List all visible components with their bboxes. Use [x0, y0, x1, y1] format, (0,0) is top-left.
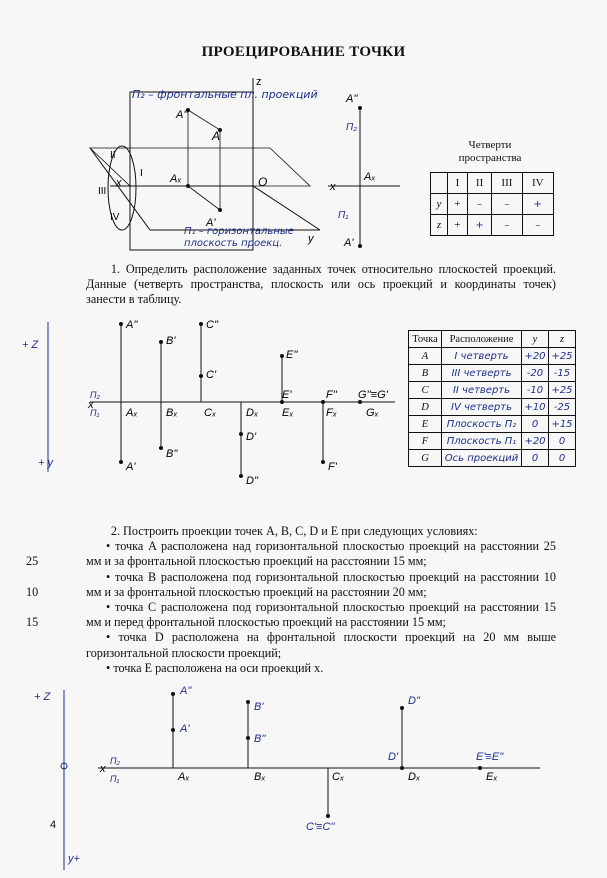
task2-intro: 2. Построить проекции точек A, B, C, D и E при следующих условиях:	[110, 524, 478, 538]
d2-pi1-label: Π₁	[110, 774, 120, 784]
task2-bullet-c: 15 • точка C расположена под горизонтальной плоскостью проекций на расстоянии 15 мм и перед фронтальной плоскостью проекций на расстоянии 15 мм;	[26, 600, 556, 630]
intro-a-label: A	[212, 129, 221, 143]
table-row: F Плоскость Π₁ +20 0	[409, 433, 576, 450]
note-horizontal-plane: Π₁ – горизонтальные плоскость проекц.	[184, 226, 294, 249]
diagram2	[30, 680, 560, 875]
intro-o-label: O	[258, 175, 268, 189]
quarters-table	[430, 172, 554, 236]
diagram1	[20, 312, 405, 494]
d1-b1-label: B'	[166, 335, 176, 347]
d2-pi2-label: Π₂	[110, 756, 120, 766]
diagram1-side-y: + y	[38, 457, 53, 469]
d2-ex-label: Eₓ	[486, 771, 498, 783]
task2-bullet-e: • точка E расположена на оси проекций x.	[106, 660, 324, 675]
quarter-iv-label: IV	[110, 212, 120, 223]
task2-bullet-d: • точка D расположена на фронтальной плоскости проекций на 20 мм выше горизонтальной плоскости проекций;	[86, 630, 556, 660]
quarters-header-row: I II III IV	[431, 173, 554, 194]
epure-pi2-label: Π₂	[346, 122, 358, 133]
intro-ax-label: Aₓ	[170, 173, 182, 185]
d2-b2-label: B''	[254, 733, 266, 745]
d1-a1-label: A'	[126, 461, 136, 473]
page-title: ПРОЕЦИРОВАНИЕ ТОЧКИ	[201, 44, 406, 60]
epure-ax-label: Aₓ	[364, 171, 376, 183]
d2-dx-label: Dₓ	[408, 771, 421, 783]
d1-ax-label: Aₓ	[126, 407, 138, 419]
table-row: A I четверть +20 +25	[409, 348, 576, 365]
intro-a1-label: A'	[206, 217, 216, 229]
d2-a1-label: A'	[180, 723, 190, 735]
d2-y-label: y+	[68, 853, 80, 865]
table-row: D IV четверть +10 -25	[409, 399, 576, 416]
points-table	[408, 330, 576, 467]
d2-ax-label: Aₓ	[178, 771, 190, 783]
d1-d2-label: D''	[246, 475, 259, 487]
epure-x-label: x	[330, 181, 336, 193]
d1-fx-label: Fₓ	[326, 407, 337, 419]
d1-ex-label: Eₓ	[282, 407, 294, 419]
d1-b2-label: B''	[166, 448, 178, 460]
d2-a2-label: A''	[180, 685, 192, 697]
d2-c-label: C'≡C''	[306, 821, 335, 833]
d1-g-label: G''≡G'	[358, 389, 388, 401]
intro-y-label: y	[308, 233, 314, 245]
d1-e2-label: E''	[286, 349, 298, 361]
quarters-row-y: y + – – +	[431, 194, 554, 215]
d1-gx-label: Gₓ	[366, 407, 379, 419]
d2-d1-label: D'	[388, 751, 399, 763]
table-row: G Ось проекций 0 0	[409, 450, 576, 467]
intro-a2-label: A''	[176, 109, 188, 121]
table-row: E Плоскость Π₂ 0 +15	[409, 416, 576, 433]
note-frontal-plane: Π₂ – фронтальные пл. проекций	[132, 88, 318, 101]
d1-pi1-label: Π₁	[90, 408, 100, 418]
epure-a1-label: A'	[344, 237, 354, 249]
points-header-row: Точка Расположение y z	[409, 331, 576, 348]
d1-c2-label: C''	[206, 319, 219, 331]
d1-f2-label: F''	[326, 389, 337, 401]
quarter-iii-label: III	[98, 186, 107, 197]
d1-x-label: x	[88, 399, 94, 411]
quarters-title: Четверти пространства	[458, 139, 522, 164]
d2-z-label: + Z	[34, 691, 51, 703]
task2-bullet-a: 25 • точка A расположена над горизонтальной плоскостью проекций на расстоянии 25 мм и за фронтальной плоскостью проекций на расстоянии 15 мм;	[26, 539, 556, 569]
d1-cx-label: Cₓ	[204, 407, 217, 419]
diagram1-side-z: + Z	[22, 339, 39, 351]
d1-a2-label: A''	[126, 319, 138, 331]
d2-e-label: E'≡E''	[476, 751, 504, 763]
task1-text: 1. Определить расположение заданных точек относительно плоскостей проекций. Данные (четверть пространства, плоскость или ось проекций и координаты точек) занести в таблицу.	[86, 262, 557, 307]
epure-pi1-label: Π₁	[338, 210, 349, 221]
quarter-i-label: I	[140, 168, 143, 179]
quarters-row-z: z + + – –	[431, 215, 554, 236]
d2-b1-label: B'	[254, 701, 264, 713]
task2-bullet-b: 10 • точка B расположена под горизонтальной плоскостью проекций на расстоянии 10 мм и за фронтальной плоскостью проекций на расстоянии 20 мм;	[26, 569, 556, 599]
epure-a2-label: A''	[346, 93, 358, 105]
quarter-ii-label: II	[110, 150, 116, 161]
d1-f1-label: F'	[328, 461, 337, 473]
d1-d1-label: D'	[246, 431, 257, 443]
intro-x-label: x	[116, 177, 122, 189]
intro-z-label: z	[256, 76, 262, 88]
page-number: 4	[50, 819, 57, 831]
d1-bx-label: Bₓ	[166, 407, 178, 419]
d1-c1-label: C'	[206, 369, 217, 381]
d1-e1-label: E'	[282, 389, 292, 401]
task2-block	[26, 524, 556, 676]
d2-x-label: x	[100, 763, 106, 775]
d2-bx-label: Bₓ	[254, 771, 266, 783]
d2-d2-label: D''	[408, 695, 421, 707]
d2-cx-label: Cₓ	[332, 771, 345, 783]
d1-dx-label: Dₓ	[246, 407, 259, 419]
table-row: C II четверть -10 +25	[409, 382, 576, 399]
d1-pi2-label: Π₂	[90, 390, 100, 400]
table-row: B III четверть -20 -15	[409, 365, 576, 382]
